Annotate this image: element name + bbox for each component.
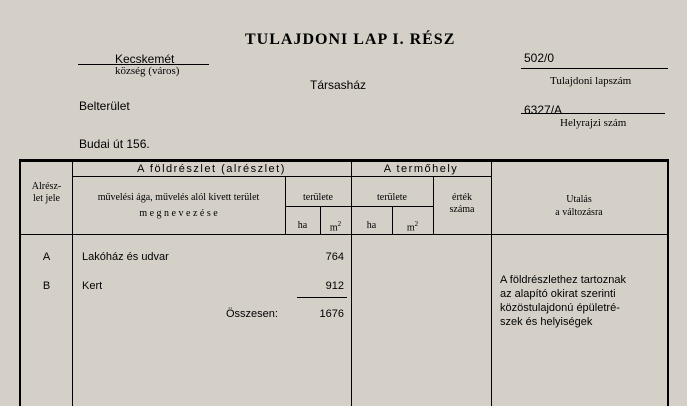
yield-unit-sup: 2: [414, 220, 419, 228]
row-b-m2: 912: [325, 280, 344, 292]
header-bottom-line: [19, 234, 669, 235]
table-right-border: [667, 159, 669, 406]
row-a-name: Lakóház és udvar: [82, 251, 169, 263]
col-subparcel-header: Alrész- let jele: [31, 181, 62, 204]
header-line-groups: [72, 176, 491, 177]
col-cultivation-header: művelési ága, művelés alól kivett terület: [97, 192, 260, 203]
sheet-label: Tulajdoni lapszám: [550, 75, 632, 87]
col-yield-area-header: területe: [377, 192, 407, 203]
parcel-number: 6327/A: [524, 103, 563, 117]
yield-unit-m2: [392, 220, 433, 233]
parcel-label: Helyrajzi szám: [560, 117, 627, 129]
group-parcel-header: A földrészlet (alrészlet): [137, 163, 286, 175]
settlement-label: község (város): [115, 65, 180, 77]
col-value-header: érték száma: [449, 192, 475, 215]
row-a-id: A: [42, 251, 51, 263]
table-top-border: [19, 159, 669, 162]
unit-sup: 2: [337, 220, 342, 228]
col-reference-header: Utalás a változásra: [555, 194, 603, 218]
total-m2: 1676: [319, 308, 344, 320]
building-type: Társasház: [310, 78, 367, 92]
address: Budai út 156.: [79, 137, 150, 151]
yield-unit-ha: ha: [366, 220, 377, 231]
yield-unit-m: m: [406, 222, 415, 234]
reference-text: A földrészlethez tartoznak az alapító okirat szerinti közöstulajdonú épületré- szek és helyiségek: [500, 274, 626, 328]
row-b-id: B: [42, 280, 51, 292]
settlement-value: Kecskemét: [115, 52, 175, 66]
col-area-header: területe: [303, 192, 333, 203]
header-line-area: [285, 206, 351, 207]
total-label: Összesen:: [226, 308, 278, 320]
unit-ha: ha: [297, 220, 308, 231]
row-b-name: Kert: [82, 280, 103, 292]
sheet-number: 502/0: [524, 51, 555, 65]
unit-m2: [320, 220, 351, 233]
unit-m: m: [329, 222, 338, 234]
col-cultivation-header-2: m e g n e v e z é s e: [139, 208, 218, 219]
row-a-m2: 764: [325, 251, 344, 263]
sum-line: [297, 297, 347, 298]
header-line-yield: [351, 206, 433, 207]
area-type: Belterület: [79, 99, 130, 113]
parcel-underline: [521, 113, 665, 114]
page-title: TULAJDONI LAP I. RÉSZ: [245, 31, 456, 48]
group-yield-header: A termőhely: [383, 163, 459, 175]
sheet-underline: [521, 68, 668, 69]
